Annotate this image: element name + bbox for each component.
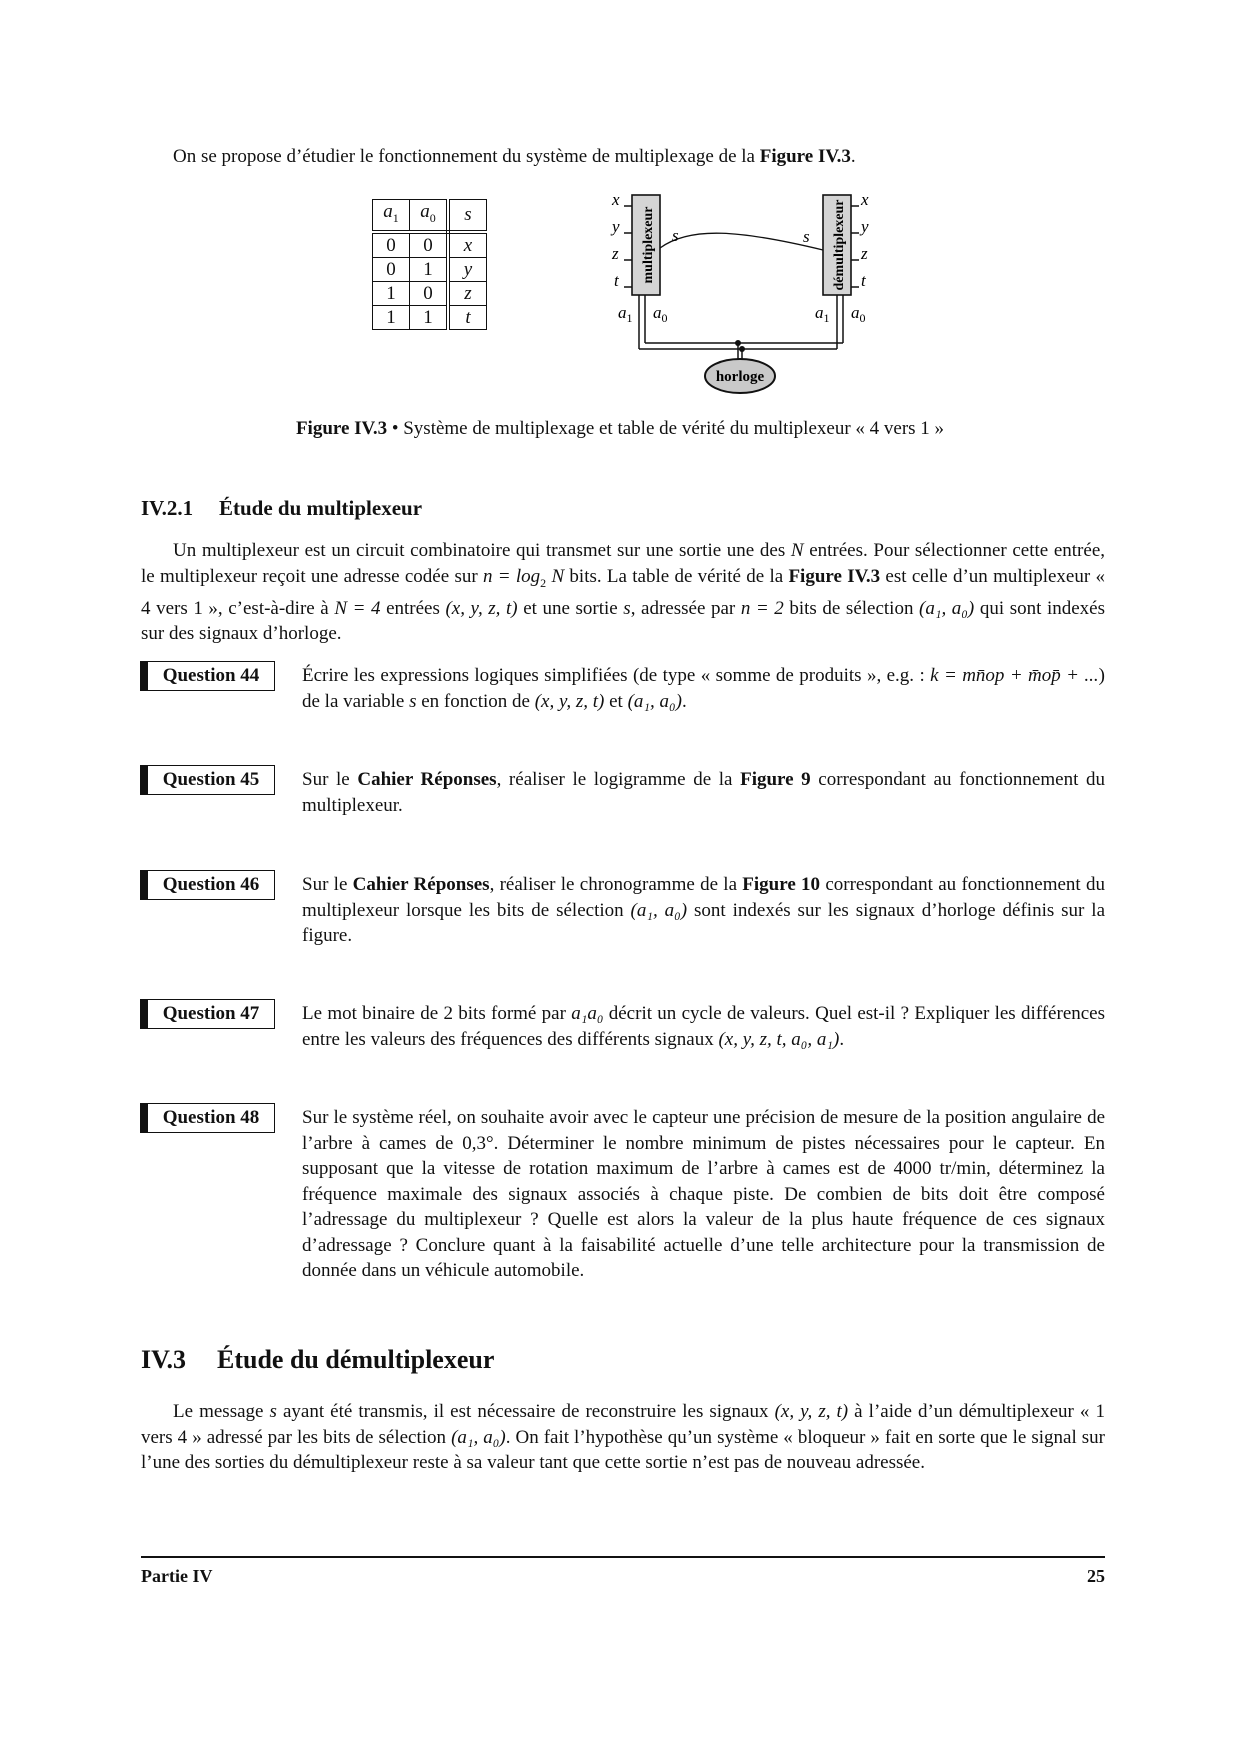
section-heading-mux: IV.2.1 Étude du multiplexeur bbox=[141, 496, 423, 520]
header-cell: $a_0$ bbox=[410, 200, 449, 232]
table-cell: 1 bbox=[410, 305, 449, 329]
output-t-label: t bbox=[861, 271, 866, 290]
signal-s-demux: s bbox=[803, 227, 810, 246]
table-cell: 1 bbox=[373, 305, 410, 329]
question-48-text: Sur le système réel, on souhaite avoir avec le capteur une précision de mesure de la position angulaire de l’arbre à cames de 0,3°. Déterminer le nombre minimum de pistes nécessaires pour le capteur. En supposant que la vitesse de rotation maximum de l’arbre à cames est de 4000 tr/min, déterminez la fréquence maximale des signaux associés à chaque piste. De combien de bits doit être composé l’adressage du multiplexeur ? Quelle est alors la valeur de la plus haute fréquence de ces signaux d’adressage ? Conclure quant à la faisabilité actuelle d’une telle architecture pour la transmission de donnée dans un véhicule automobile. bbox=[302, 1107, 1105, 1281]
table-cell: 0 bbox=[410, 232, 449, 258]
output-x-label: x bbox=[861, 190, 869, 209]
truth-table-row bbox=[373, 257, 487, 281]
table-cell: 0 bbox=[373, 232, 410, 258]
table-cell: x bbox=[448, 232, 487, 258]
table-cell: y bbox=[448, 257, 487, 281]
page-number: 25 bbox=[1087, 1566, 1105, 1586]
question-44-badge: Question 44 bbox=[140, 661, 275, 691]
truth-table-row bbox=[373, 281, 487, 305]
section-heading-demux: IV.3 Étude du démultiplexeur bbox=[141, 1345, 495, 1374]
intro-paragraph: On se propose d’étudier le fonctionnement du système de multiplexage de la Figure IV.3. bbox=[173, 146, 856, 167]
clock-label: horloge bbox=[715, 369, 765, 385]
header-cell: s bbox=[448, 200, 487, 232]
truth-table-row bbox=[373, 305, 487, 329]
truth-table-row bbox=[373, 232, 487, 258]
transmission-line bbox=[660, 233, 823, 250]
input-y-label: y bbox=[612, 217, 620, 236]
table-cell: 1 bbox=[373, 281, 410, 305]
mux-sel-a1-label: $a_1$ bbox=[618, 303, 633, 325]
question-46-badge: Question 46 bbox=[140, 870, 275, 900]
question-44-text: Écrire les expressions logiques simplifiées (de type « somme de produits », e.g. : k = mn̄op + m̄op̄ + ...) de la variable s en fonction de (x, y, z, t) et (a₁, a₀). bbox=[302, 665, 1105, 712]
table-cell: 1 bbox=[410, 257, 449, 281]
output-z-label: z bbox=[861, 244, 868, 263]
table-cell: t bbox=[448, 305, 487, 329]
input-x-label: x bbox=[612, 190, 620, 209]
mux-sel-a0-label: $a_0$ bbox=[653, 303, 668, 325]
table-cell: 0 bbox=[410, 281, 449, 305]
paragraph-demux: Le message s ayant été transmis, il est nécessaire de reconstruire les signaux (x, y, z, t) à l’aide d’un démultiplexeur « 1 vers 4 » adressé par les bits de sélection (a₁, a₀). On fait l’hypothèse qu’un système « bloqueur » fait en sorte que le signal sur l’une des sorties du démultiplexeur reste à sa valeur tant que cette sortie n’est pas de nouveau adressée. bbox=[141, 1401, 1105, 1473]
question-47-text: Le mot binaire de 2 bits formé par a₁a₀ décrit un cycle de valeurs. Quel est-il ? Expliquer les différences entre les valeurs des fréquences des différents signaux (x, y, z, t, a₀, a₁). bbox=[302, 1003, 1106, 1050]
table-cell: z bbox=[448, 281, 487, 305]
truth-table-header bbox=[373, 200, 487, 232]
figure-caption: Figure IV.3 • Système de multiplexage et table de vérité du multiplexeur « 4 vers 1 » bbox=[295, 418, 945, 439]
paragraph-mux: Un multiplexeur est un circuit combinatoire qui transmet sur une sortie une des N entrées. Pour sélectionner cette entrée, le multiplexeur reçoit une adresse codée sur $n = \log_2 N$ bits. La table de vérité de la Figure IV.3 est celle d’un multiplexeur « 4 vers 1 », c’est-à-dire à N = 4 entrées (x, y, z, t) et une sortie s, adressée par n = 2 bits de sélection (a₁, a₀) qui sont indexés sur des signaux d’horloge. bbox=[141, 540, 1106, 645]
truth-table bbox=[372, 199, 487, 330]
multiplexing-diagram bbox=[590, 188, 890, 398]
question-48-badge: Question 48 bbox=[140, 1103, 275, 1133]
table-cell: 0 bbox=[373, 257, 410, 281]
question-47-badge: Question 47 bbox=[140, 999, 275, 1029]
demultiplexer-label: démultiplexeur bbox=[832, 199, 847, 291]
footer-rule bbox=[141, 1556, 1105, 1558]
figure-ref: Figure IV.3 bbox=[759, 146, 851, 167]
demux-sel-a0-label: $a_0$ bbox=[851, 303, 866, 325]
input-z-label: z bbox=[612, 244, 619, 263]
footer-part-label: Partie IV bbox=[141, 1566, 213, 1586]
question-45-badge: Question 45 bbox=[140, 765, 275, 795]
multiplexer-label: multiplexeur bbox=[641, 206, 656, 284]
signal-s-mux: s bbox=[672, 226, 679, 245]
input-t-label: t bbox=[614, 271, 619, 290]
header-cell: $a_1$ bbox=[373, 200, 410, 232]
question-45-text: Sur le Cahier Réponses, réaliser le logigramme de la Figure 9 correspondant au fonctionnement du multiplexeur. bbox=[302, 769, 1105, 816]
question-46-text: Sur le Cahier Réponses, réaliser le chronogramme de la Figure 10 correspondant au fonctionnement du multiplexeur lorsque les bits de sélection (a₁, a₀) sont indexés sur les signaux d’horloge définis sur la figure. bbox=[302, 874, 1106, 946]
output-y-label: y bbox=[861, 217, 869, 236]
demux-sel-a1-label: $a_1$ bbox=[815, 303, 830, 325]
